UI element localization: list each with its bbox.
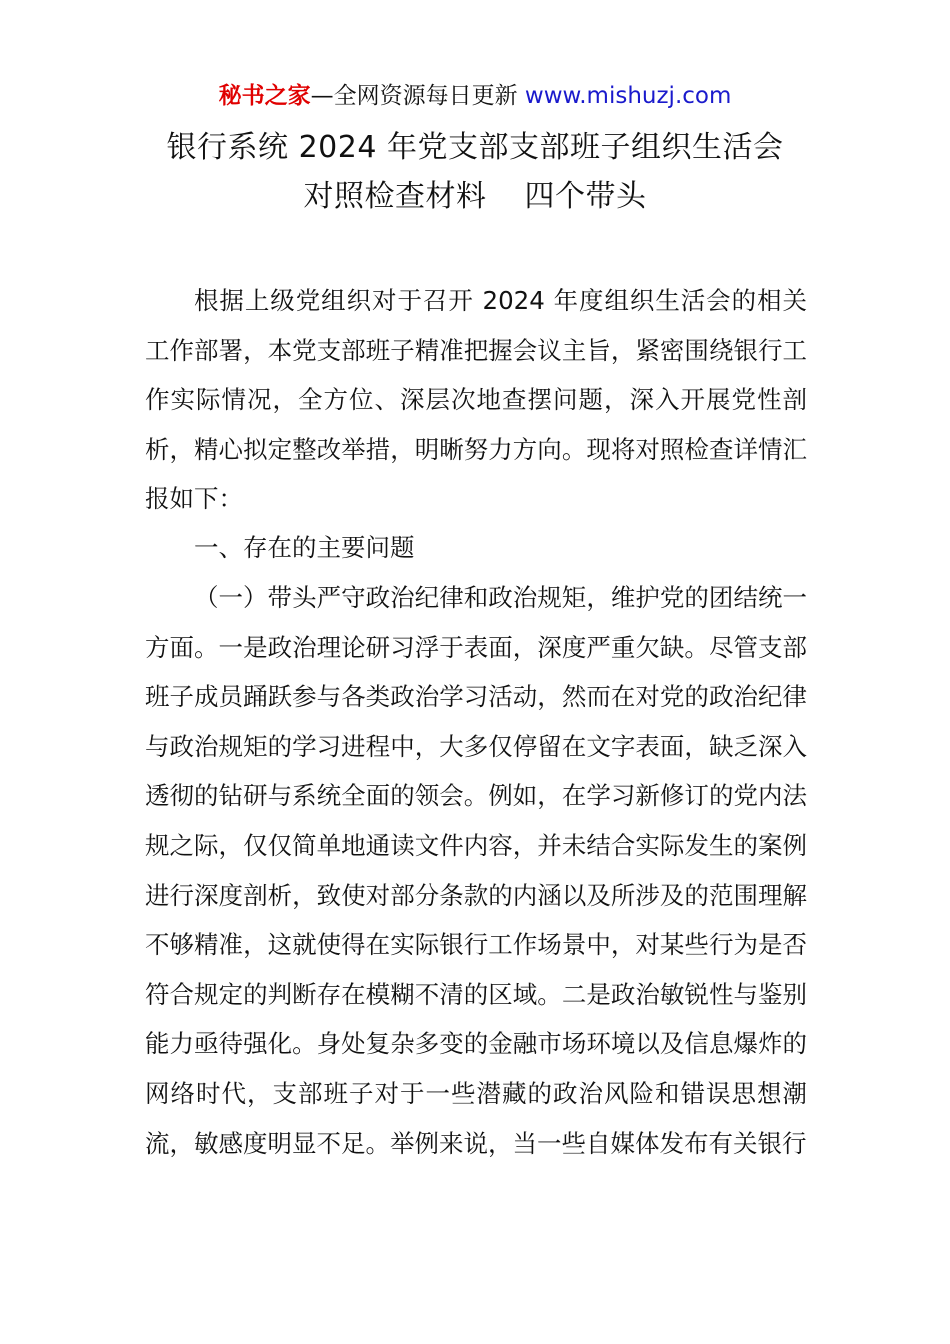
site-name: 秘书之家 [218,83,311,109]
document-title-part-2: 四个带头 [524,179,647,214]
section-1-paragraph-text: （一）带头严守政治纪律和政治规矩，维护党的团结统一方面。一是政治理论研习浮于表面，深度严重欠缺。尽管支部班子成员踊跃参与各类政治学习活动，然而在对党的政治纪律与政治规矩的学习进程中，大多仅停留在文字表面，缺乏深入透彻的钻研与系统全面的领会。例如，在学习新修订的党内法规之际，仅仅简单地通读文件内容，并未结合实际发生的案例进行深度剖析，致使对部分条款的内涵以及所涉及的范围理解不够精准，这就使得在实际银行工作场景中，对某些行为是否符合规定的判断存在模糊不清的区域。二是政治敏锐性与鉴别能力亟待强化。身处复杂多变的金融市场环境以及信息爆炸的网络时代，支部班子对于一些潜藏的政治风险和错误思想潮流，敏感度明显不足。举例来说，当一些自媒体发布有关银行 [145,583,807,1158]
section-1-paragraph [145,573,807,1168]
site-header [0,80,950,112]
document-title-part-1: 对照检查材料 [303,179,487,214]
site-url-link[interactable]: www.mishuzj.com [524,83,732,109]
section-heading [145,523,807,573]
document-title-line-1: 银行系统 2024 年党支部支部班子组织生活会 [166,130,784,165]
document-title-line-2 [0,177,950,217]
intro-paragraph [145,276,807,524]
section-heading-text: 一、存在的主要问题 [194,533,415,562]
intro-paragraph-text: 根据上级党组织对于召开 2024 年度组织生活会的相关工作部署，本党支部班子精准把握会议主旨，紧密围绕银行工作实际情况，全方位、深层次地查摆问题，深入开展党性剖析，精心拟定整改举措，明晰努力方向。现将对照检查详情汇报如下： [145,286,807,514]
site-tagline: —全网资源每日更新 [310,83,525,109]
